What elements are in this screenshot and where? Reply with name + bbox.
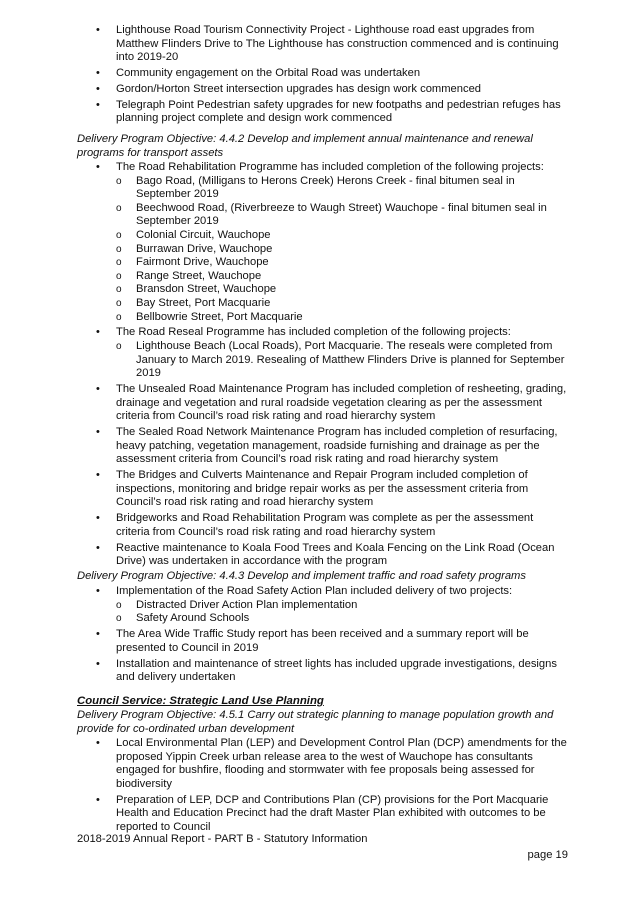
sub-list-item — [116, 229, 568, 243]
list-item-text: The Unsealed Road Maintenance Program has included completion of resheeting, grading, drainage and vegetation and rural roadside vegetation clearing as per the assessment criteria from Council’s road risk rating and road hierarchy system — [116, 383, 567, 423]
list-item-text: Community engagement on the Orbital Road was undertaken — [116, 67, 421, 80]
list-item — [0, 737, 642, 791]
list-item — [0, 24, 642, 65]
sub-list-item — [116, 270, 568, 284]
sub-list-item — [116, 340, 568, 381]
circle-bullet-icon: o — [116, 229, 122, 241]
list-item — [0, 161, 642, 324]
list-item-text: The Bridges and Culverts Maintenance and Repair Program included completion of inspections, monitoring and bridge repair works as per the assessment criteria from Council’s road risk rating and road hierarchy system — [116, 469, 529, 509]
circle-bullet-icon: o — [116, 613, 122, 625]
circle-bullet-icon: o — [116, 270, 122, 282]
list-item — [0, 426, 642, 467]
sub-list-item — [116, 256, 568, 270]
bullet-icon: • — [96, 426, 100, 439]
sub-list-item-text: Lighthouse Beach (Local Roads), Port Macquarie. The reseals were completed from January to March 2019. Resealing of Matthew Flinders Drive is planned for September 2019 — [136, 340, 565, 380]
list-item-text: Implementation of the Road Safety Action Plan included delivery of two projects: — [116, 585, 513, 597]
list-item — [0, 99, 642, 126]
sub-list-item-text: Burrawan Drive, Wauchope — [136, 242, 273, 255]
list-item-text: Preparation of LEP, DCP and Contributions Plan (CP) provisions for the Port Macquarie Health and Education Precinct had the draft Master Plan exhibited with outcomes to be reported to Council — [116, 793, 549, 833]
circle-bullet-icon: o — [116, 243, 122, 255]
objective-heading-4-4-2: Delivery Program Objective: 4.4.2 Develop and implement annual maintenance and renewal programs for transport assets — [77, 133, 533, 159]
sub-list-item-text: Bransdon Street, Wauchope — [136, 283, 277, 296]
bullet-icon: • — [96, 161, 100, 173]
list-item-text: The Road Rehabilitation Programme has included completion of the following projects: — [116, 161, 544, 173]
list-item — [0, 794, 642, 835]
list-item — [0, 585, 642, 626]
list-item — [0, 628, 642, 655]
section-maintenance-programs — [0, 161, 642, 569]
sub-list-item-text: Distracted Driver Action Plan implementation — [136, 598, 358, 611]
bullet-icon: • — [96, 657, 100, 670]
bullet-icon: • — [96, 512, 100, 525]
section-road-safety — [0, 585, 642, 685]
bullet-icon: • — [96, 541, 100, 554]
sub-list — [116, 599, 568, 626]
circle-bullet-icon: o — [116, 175, 122, 187]
bullet-list — [0, 24, 642, 126]
sub-list-item-text: Safety Around Schools — [136, 612, 250, 625]
list-item-text: Installation and maintenance of street lights has included upgrade investigations, designs and delivery undertaken — [116, 657, 557, 684]
bullet-icon: • — [96, 82, 100, 95]
list-item — [0, 658, 642, 685]
bullet-icon: • — [96, 737, 100, 749]
sub-list-item-text: Colonial Circuit, Wauchope — [136, 228, 271, 241]
circle-bullet-icon: o — [116, 257, 122, 269]
sub-list-item — [116, 612, 568, 626]
list-item-text: Bridgeworks and Road Rehabilitation Program was complete as per the assessment criteria from Council’s road risk rating and road hierarchy system — [116, 512, 534, 538]
objective-heading-4-4-3: Delivery Program Objective: 4.4.3 Develop and implement traffic and road safety programs — [77, 570, 526, 582]
bullet-icon: • — [96, 24, 100, 36]
list-item — [0, 542, 642, 569]
sub-list-item-text: Beechwood Road, (Riverbreeze to Waugh Street) Wauchope - final bitumen seal in September 2019 — [136, 201, 547, 228]
sub-list-item — [116, 243, 568, 257]
bullet-list — [0, 161, 642, 569]
circle-bullet-icon: o — [116, 311, 122, 323]
sub-list-item — [116, 297, 568, 311]
sub-list-item-text: Bago Road, (Milligans to Herons Creek) Herons Creek - final bitumen seal in September 2019 — [136, 174, 515, 201]
bullet-icon: • — [96, 585, 100, 597]
list-item-text: The Sealed Road Network Maintenance Program has included completion of resurfacing, heavy patching, vegetation management, roadside furnishing and drainage as per the assessment criteria from Council’s road risk rating and road hierarchy system — [116, 426, 558, 466]
section-land-use-planning — [0, 737, 642, 834]
circle-bullet-icon: o — [116, 599, 122, 611]
bullet-list — [0, 585, 642, 685]
bullet-icon: • — [96, 469, 100, 482]
council-service-heading: Council Service: Strategic Land Use Planning — [77, 695, 324, 707]
bullet-list — [0, 737, 642, 834]
list-item — [0, 326, 642, 380]
list-item — [0, 383, 642, 424]
objective-heading-4-5-1: Delivery Program Objective: 4.5.1 Carry out strategic planning to manage population growth and provide for co-ordinated urban development — [77, 709, 554, 735]
sub-list-item-text: Range Street, Wauchope — [136, 269, 262, 282]
list-item — [0, 469, 642, 510]
sub-list — [116, 175, 568, 325]
list-item — [0, 67, 642, 81]
list-item-text: Telegraph Point Pedestrian safety upgrades for new footpaths and pedestrian refuges has planning project complete and design work commenced — [116, 98, 561, 125]
sub-list-item-text: Bay Street, Port Macquarie — [136, 296, 271, 309]
list-item-text: The Area Wide Traffic Study report has been received and a summary report will be presented to Council in 2019 — [116, 628, 529, 654]
list-item — [0, 83, 642, 97]
list-item-text: Gordon/Horton Street intersection upgrades has design work commenced — [116, 82, 482, 95]
report-footer-title: 2018-2019 Annual Report - PART B - Statutory Information — [77, 833, 368, 845]
sub-list-item-text: Bellbowrie Street, Port Macquarie — [136, 310, 303, 323]
list-item — [0, 512, 642, 539]
sub-list-item — [116, 175, 568, 202]
bullet-icon: • — [96, 793, 100, 806]
list-item-text: Local Environmental Plan (LEP) and Development Control Plan (DCP) amendments for the proposed Yippin Creek urban release area to the west of Wauchope has consultants engaged for bushfire, flooding and stormwater with fee proposals being assessed for biodiversity — [116, 737, 567, 790]
circle-bullet-icon: o — [116, 284, 122, 296]
sub-list-item — [116, 599, 568, 613]
circle-bullet-icon: o — [116, 202, 122, 214]
list-item-text: Lighthouse Road Tourism Connectivity Project - Lighthouse road east upgrades from Matthew Flinders Drive to The Lighthouse has construction commenced and is continuing into 2019-20 — [116, 24, 559, 64]
list-item-text: Reactive maintenance to Koala Food Trees and Koala Fencing on the Link Road (Ocean Drive) was undertaken in accordance with the program — [116, 541, 555, 568]
sub-list-item — [116, 311, 568, 325]
sub-list-item — [116, 202, 568, 229]
sub-list-item-text: Fairmont Drive, Wauchope — [136, 256, 269, 269]
bullet-icon: • — [96, 67, 100, 80]
circle-bullet-icon: o — [116, 341, 122, 353]
bullet-icon: • — [96, 326, 100, 339]
circle-bullet-icon: o — [116, 297, 122, 309]
sub-list — [116, 340, 568, 381]
list-item-text: The Road Reseal Programme has included completion of the following projects: — [116, 326, 511, 339]
sub-list-item — [116, 283, 568, 297]
section-transport-projects — [0, 24, 642, 126]
bullet-icon: • — [96, 98, 100, 111]
bullet-icon: • — [96, 383, 100, 396]
bullet-icon: • — [96, 628, 100, 641]
page-number: page 19 — [527, 849, 568, 861]
